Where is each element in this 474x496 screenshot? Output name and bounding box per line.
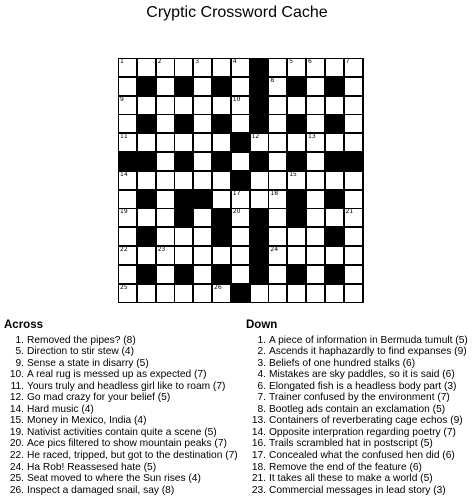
clue-number: 13. [251,415,266,427]
grid-cell[interactable] [306,246,325,265]
cell-number: 25 [120,283,128,291]
grid-cell[interactable] [231,152,250,171]
grid-cell[interactable] [174,96,193,115]
grid-cell[interactable] [193,208,212,227]
grid-block [287,190,306,209]
cell-number: 22 [120,246,128,253]
grid-cell[interactable] [250,190,269,209]
grid-cell[interactable] [306,114,325,133]
cell-number: 18 [270,189,279,197]
grid-cell[interactable] [344,77,363,96]
grid-block [344,152,363,171]
grid-block [174,208,193,227]
across-clue [4,427,238,439]
down-clue [246,415,468,427]
down-clue [246,450,468,462]
clue-text: A real rug is messed up as expected (7) [27,369,207,381]
grid-cell[interactable] [287,246,306,265]
grid-cell[interactable] [174,171,193,190]
grid-block [325,190,344,209]
grid-block [250,114,269,133]
grid-cell[interactable] [156,284,175,303]
grid-cell[interactable] [306,58,325,77]
clue-number: 11. [10,380,24,392]
grid-cell[interactable] [268,77,287,96]
cell-number: 13 [308,133,316,141]
grid-cell[interactable] [212,96,231,115]
down-clue [246,427,468,439]
clue-number: 19. [9,426,24,438]
clue-number: 25. [9,473,24,485]
grid-cell[interactable] [156,208,175,227]
cell-number: 10 [232,95,241,103]
grid-cell[interactable] [193,284,212,303]
cell-number: 4 [232,58,237,65]
across-clue [4,485,238,496]
down-clue [246,381,468,393]
grid-cell[interactable] [118,171,137,190]
cell-number: 15 [289,170,297,178]
clue-text: Trainer confused by the environment (7) [269,392,450,404]
grid-cell[interactable] [344,114,363,133]
down-heading: Down [246,319,278,331]
grid-cell[interactable] [231,190,250,209]
grid-cell[interactable] [137,133,156,152]
grid-block [174,152,193,171]
grid-block [325,152,344,171]
grid-cell[interactable] [325,246,344,265]
clue-text: It takes all these to make a world (5) [269,473,433,485]
cell-number: 1 [120,58,124,65]
grid-cell[interactable] [137,58,156,77]
grid-cell[interactable] [156,246,175,265]
grid-block [325,114,344,133]
clue-text: A piece of information in Bermuda tumult (5) [269,334,468,346]
cell-number: 26 [214,283,222,291]
grid-cell[interactable] [344,171,363,190]
grid-cell[interactable] [344,265,363,284]
grid-cell[interactable] [174,246,193,265]
grid-block [137,152,156,171]
grid-cell[interactable] [287,96,306,115]
grid-cell[interactable] [344,133,363,152]
clue-text: Concealed what the confused hen did (6) [269,450,455,462]
cell-number: 20 [232,208,241,216]
cell-number: 23 [157,246,166,253]
clue-text: Ace pics filtered to show mountain peaks (7) [27,438,227,450]
clue-text: Remove the end of the feature (6) [269,461,422,473]
grid-cell[interactable] [118,246,137,265]
grid-cell[interactable] [156,152,175,171]
across-clue-list [4,335,238,496]
clue-number: 9. [15,357,24,369]
grid-block [118,152,137,171]
across-heading: Across [4,319,43,331]
grid-cell[interactable] [268,133,287,152]
grid-cell[interactable] [287,284,306,303]
grid-cell[interactable] [231,208,250,227]
clue-text: Containers of reverberating cage echos (9) [269,415,463,427]
grid-cell[interactable] [268,171,287,190]
grid-cell[interactable] [231,227,250,246]
clue-number: 20. [9,438,24,450]
cell-number: 11 [120,133,128,141]
clue-text: Elongated fish is a headless body part (3) [269,380,457,392]
grid-cell[interactable] [193,77,212,96]
clue-number: 5. [15,346,24,358]
grid-cell[interactable] [193,96,212,115]
across-clue [4,358,238,370]
grid-cell[interactable] [268,227,287,246]
cell-number: 12 [251,133,260,141]
across-clues [4,320,238,496]
down-clue [246,369,468,381]
clue-number: 6. [257,380,266,392]
clue-text: Seat moved to where the Sun rises (4) [27,473,201,485]
grid-block [137,190,156,209]
grid-cell[interactable] [174,133,193,152]
grid-cell[interactable] [174,284,193,303]
grid-cell[interactable] [306,152,325,171]
clue-number: 1. [257,334,266,346]
clue-text: Sense a state in disarry (5) [27,357,149,369]
cell-number: 2 [157,58,162,65]
grid-cell[interactable] [212,58,231,77]
grid-block [212,227,231,246]
grid-cell[interactable] [268,208,287,227]
grid-block [325,265,344,284]
grid-cell[interactable] [156,96,175,115]
grid-cell[interactable] [268,190,287,209]
grid-block [174,190,193,209]
clue-text: Yours truly and headless girl like to roam (7) [27,380,226,392]
grid-cell[interactable] [118,133,137,152]
grid-cell[interactable] [306,265,325,284]
clue-text: Commercial messages in lead story (3) [269,484,446,496]
grid-cell[interactable] [193,133,212,152]
grid-cell[interactable] [193,114,212,133]
down-clue [246,438,468,450]
grid-block [250,152,269,171]
grid-cell[interactable] [306,171,325,190]
grid-cell[interactable] [306,96,325,115]
clue-text: Money in Mexico, India (4) [27,415,147,427]
grid-block [174,265,193,284]
grid-cell[interactable] [287,133,306,152]
grid-block [287,265,306,284]
across-clue [4,404,238,416]
grid-cell[interactable] [231,58,250,77]
grid-block [250,58,269,77]
clue-text: Go mad crazy for your belief (5) [27,392,171,404]
across-clue [4,438,238,450]
grid-block [250,208,269,227]
grid-cell[interactable] [118,190,137,209]
grid-block [212,208,231,227]
grid-block [231,284,250,303]
grid-cell[interactable] [118,96,137,115]
grid-block [212,114,231,133]
clue-text: Ha Rob! Reassesed hate (5) [27,461,157,473]
grid-block [287,114,306,133]
grid-cell[interactable] [306,133,325,152]
grid-cell[interactable] [174,227,193,246]
grid-cell[interactable] [156,265,175,284]
crossword-grid [118,58,364,303]
grid-block [212,152,231,171]
grid-block [325,227,344,246]
clue-text: He raced, tripped, but got to the destination (7) [27,450,238,462]
grid-cell[interactable] [268,58,287,77]
clue-number: 24. [9,461,24,473]
grid-cell[interactable] [231,246,250,265]
clue-number: 3. [257,357,266,369]
grid-block [137,227,156,246]
grid-cell[interactable] [250,133,269,152]
grid-block [137,265,156,284]
grid-cell[interactable] [306,208,325,227]
clue-text: Beliefs of one hundred stalks (6) [269,357,416,369]
grid-block [231,133,250,152]
down-clues [246,320,468,496]
grid-cell[interactable] [325,171,344,190]
grid-block [212,77,231,96]
grid-cell[interactable] [193,58,212,77]
grid-cell[interactable] [268,114,287,133]
grid-cell[interactable] [118,58,137,77]
down-clue-list [246,335,468,496]
grid-cell[interactable] [118,265,137,284]
across-clue [4,392,238,404]
clue-number: 23. [251,484,266,496]
grid-cell[interactable] [325,208,344,227]
grid-cell[interactable] [231,265,250,284]
clue-number: 10. [9,369,24,381]
clue-text: Ascends it haphazardly to find expanses (9) [269,346,467,358]
grid-cell[interactable] [137,246,156,265]
down-clue [246,462,468,474]
grid-cell[interactable] [325,133,344,152]
grid-cell[interactable] [212,190,231,209]
grid-block [137,114,156,133]
grid-block [287,77,306,96]
down-clue [246,335,468,347]
grid-cell[interactable] [156,77,175,96]
grid-cell[interactable] [268,284,287,303]
clue-number: 17. [251,450,266,462]
clue-number: 1. [15,334,24,346]
clue-number: 7. [257,392,266,404]
clue-number: 14. [9,403,24,415]
grid-block [325,77,344,96]
grid-cell[interactable] [193,171,212,190]
grid-cell[interactable] [306,77,325,96]
grid-cell[interactable] [325,58,344,77]
down-clue [246,485,468,496]
down-clue [246,473,468,485]
clue-number: 16. [251,438,266,450]
grid-cell[interactable] [250,171,269,190]
clue-number: 4. [257,369,266,381]
grid-cell[interactable] [193,246,212,265]
across-clue [4,369,238,381]
grid-cell[interactable] [344,96,363,115]
grid-cell[interactable] [287,58,306,77]
grid-cell[interactable] [231,114,250,133]
grid-cell[interactable] [212,246,231,265]
clue-number: 14. [251,426,266,438]
grid-cell[interactable] [137,96,156,115]
grid-cell[interactable] [268,152,287,171]
cell-number: 9 [120,95,124,103]
grid-cell[interactable] [287,227,306,246]
grid-cell[interactable] [118,284,137,303]
down-clue [246,404,468,416]
clue-number: 26. [9,484,24,496]
grid-cell[interactable] [306,284,325,303]
cell-number: 6 [308,58,312,65]
clue-text: Nativist activities contain quite a scene (5) [27,426,217,438]
grid-cell[interactable] [174,58,193,77]
across-clue [4,462,238,474]
grid-block [250,265,269,284]
clue-number: 12. [9,392,24,404]
grid-cell[interactable] [193,227,212,246]
grid-cell[interactable] [250,284,269,303]
grid-block [250,96,269,115]
across-clue [4,473,238,485]
grid-block [250,227,269,246]
grid-cell[interactable] [231,77,250,96]
grid-cell[interactable] [212,171,231,190]
clue-text: Hard music (4) [27,403,94,415]
grid-cell[interactable] [212,284,231,303]
grid-cell[interactable] [344,246,363,265]
across-clue [4,415,238,427]
grid-cell[interactable] [325,96,344,115]
clue-text: Bootleg ads contain an exclamation (5) [269,403,446,415]
grid-cell[interactable] [137,208,156,227]
grid-cell[interactable] [156,58,175,77]
grid-cell[interactable] [306,190,325,209]
grid-cell[interactable] [193,265,212,284]
clue-text: Inspect a damaged snail, say (8) [27,484,175,496]
grid-block [174,77,193,96]
grid-cell[interactable] [344,190,363,209]
grid-cell[interactable] [268,96,287,115]
cell-number: 14 [120,170,128,178]
clue-number: 22. [9,450,24,462]
grid-cell[interactable] [156,133,175,152]
grid-cell[interactable] [268,265,287,284]
grid-block [174,114,193,133]
clue-text: Opposite interpration regarding poetry (7) [269,426,456,438]
clue-number: 21. [251,473,266,485]
down-clue [246,392,468,404]
grid-cell[interactable] [137,284,156,303]
grid-block [287,208,306,227]
grid-cell[interactable] [156,227,175,246]
clue-number: 2. [257,346,266,358]
grid-cell[interactable] [156,114,175,133]
grid-cell[interactable] [231,96,250,115]
grid-cell[interactable] [287,171,306,190]
across-clue [4,450,238,462]
grid-cell[interactable] [344,58,363,77]
grid-cell[interactable] [325,284,344,303]
down-clue [246,346,468,358]
clue-number: 8. [257,403,266,415]
grid-block [250,246,269,265]
clue-text: Trails scrambled hat in postscript (5) [269,438,433,450]
cell-number: 3 [195,58,200,65]
grid-block [193,190,212,209]
grid-cell[interactable] [344,227,363,246]
cell-number: 24 [270,246,279,253]
grid-cell[interactable] [118,114,137,133]
clue-number: 15. [9,415,24,427]
grid-block [137,77,156,96]
grid-cell[interactable] [137,171,156,190]
grid-cell[interactable] [118,227,137,246]
grid-cell[interactable] [344,284,363,303]
cell-number: 8 [270,76,275,84]
cell-number: 5 [289,58,294,65]
cell-number: 17 [232,189,241,197]
grid-cell[interactable] [118,208,137,227]
grid-cell[interactable] [306,227,325,246]
grid-block [231,171,250,190]
grid-block [250,77,269,96]
clue-text: Removed the pipes? (8) [27,334,136,346]
across-clue [4,381,238,393]
grid-cell[interactable] [193,152,212,171]
clue-text: Direction to stir stew (4) [27,346,134,358]
grid-block [212,265,231,284]
down-clue [246,358,468,370]
grid-cell[interactable] [156,171,175,190]
cell-number: 19 [120,208,128,216]
across-clue [4,346,238,358]
grid-cell[interactable] [344,208,363,227]
clue-text: Mistakes are sky paddles, so it is said (6) [269,369,455,381]
grid-cell[interactable] [118,77,137,96]
grid-cell[interactable] [212,133,231,152]
grid-cell[interactable] [156,190,175,209]
clue-number: 18. [251,461,266,473]
grid-cell[interactable] [268,246,287,265]
cell-number: 7 [345,58,350,65]
across-clue [4,335,238,347]
page-title: Cryptic Crossword Cache [146,4,328,21]
grid-block [287,152,306,171]
cell-number: 21 [345,208,354,216]
